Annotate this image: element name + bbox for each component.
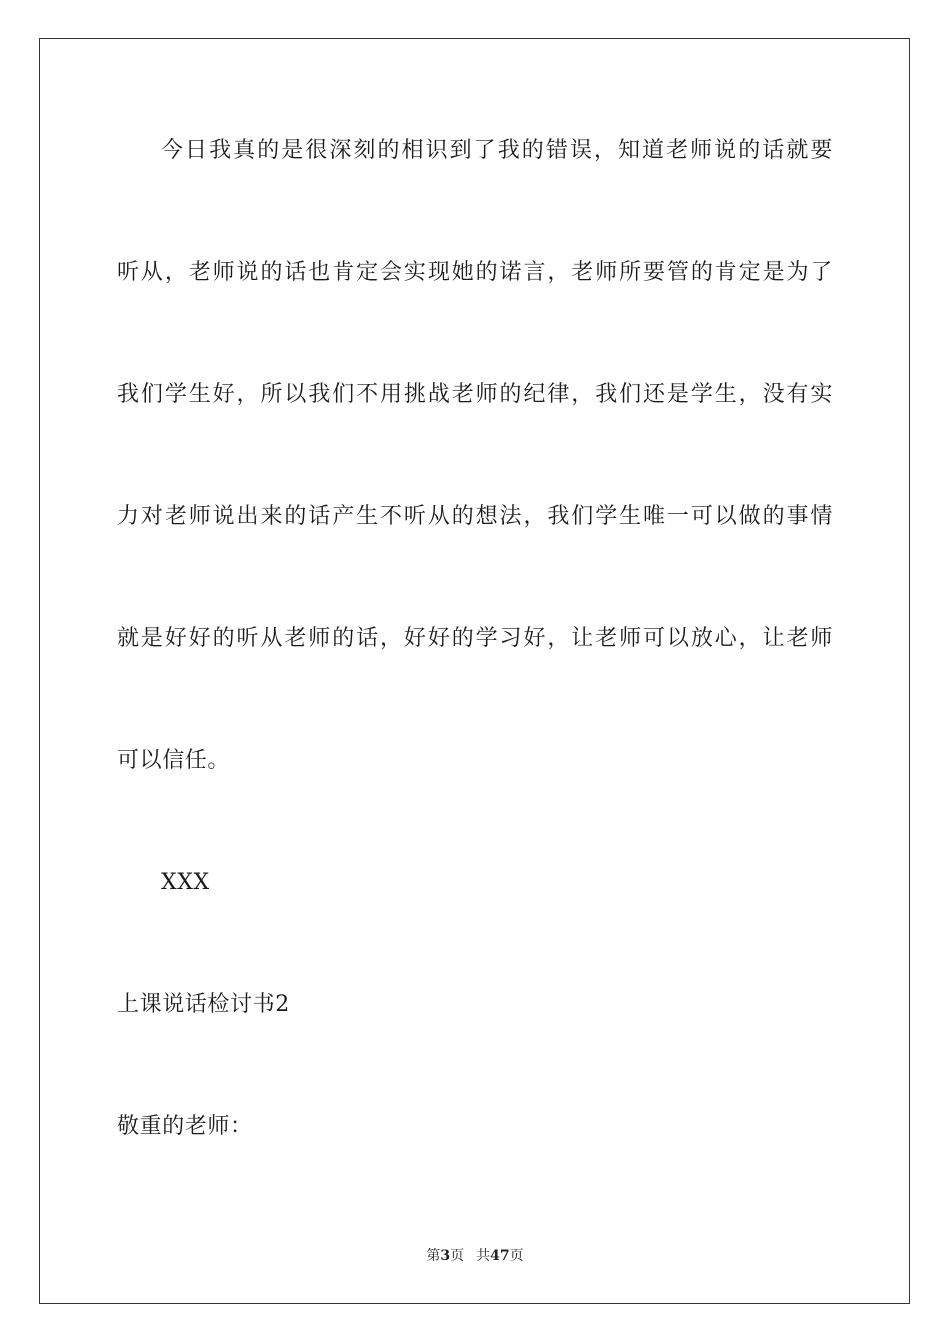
paragraph-line-1: 今日我真的是很深刻的相识到了我的错误，知道老师说的话就要 (161, 138, 833, 163)
signature: XXX (161, 870, 210, 895)
footer-prefix: 第 (426, 1248, 441, 1264)
salutation: 敬重的老师： (117, 1114, 253, 1139)
footer-total-pages: 47 (490, 1248, 510, 1264)
footer-page-number: 3 (440, 1248, 451, 1264)
paragraph-line-4: 力对老师说出来的话产生不听从的想法，我们学生唯一可以做的事情 (117, 504, 833, 529)
page-footer (0, 1247, 950, 1265)
paragraph-line-5: 就是好好的听从老师的话，好好的学习好，让老师可以放心，让老师 (117, 626, 833, 651)
footer-page-suffix: 页 (450, 1248, 465, 1264)
paragraph-line-6: 可以信任。 (117, 748, 231, 773)
footer-total-suffix: 页 (509, 1248, 524, 1264)
footer-total-prefix: 共 (476, 1248, 491, 1264)
section-title: 上课说话检讨书2 (117, 992, 290, 1017)
paragraph-line-3: 我们学生好，所以我们不用挑战老师的纪律，我们还是学生，没有实 (117, 382, 833, 407)
paragraph-line-2: 听从，老师说的话也肯定会实现她的诺言，老师所要管的肯定是为了 (117, 260, 833, 285)
